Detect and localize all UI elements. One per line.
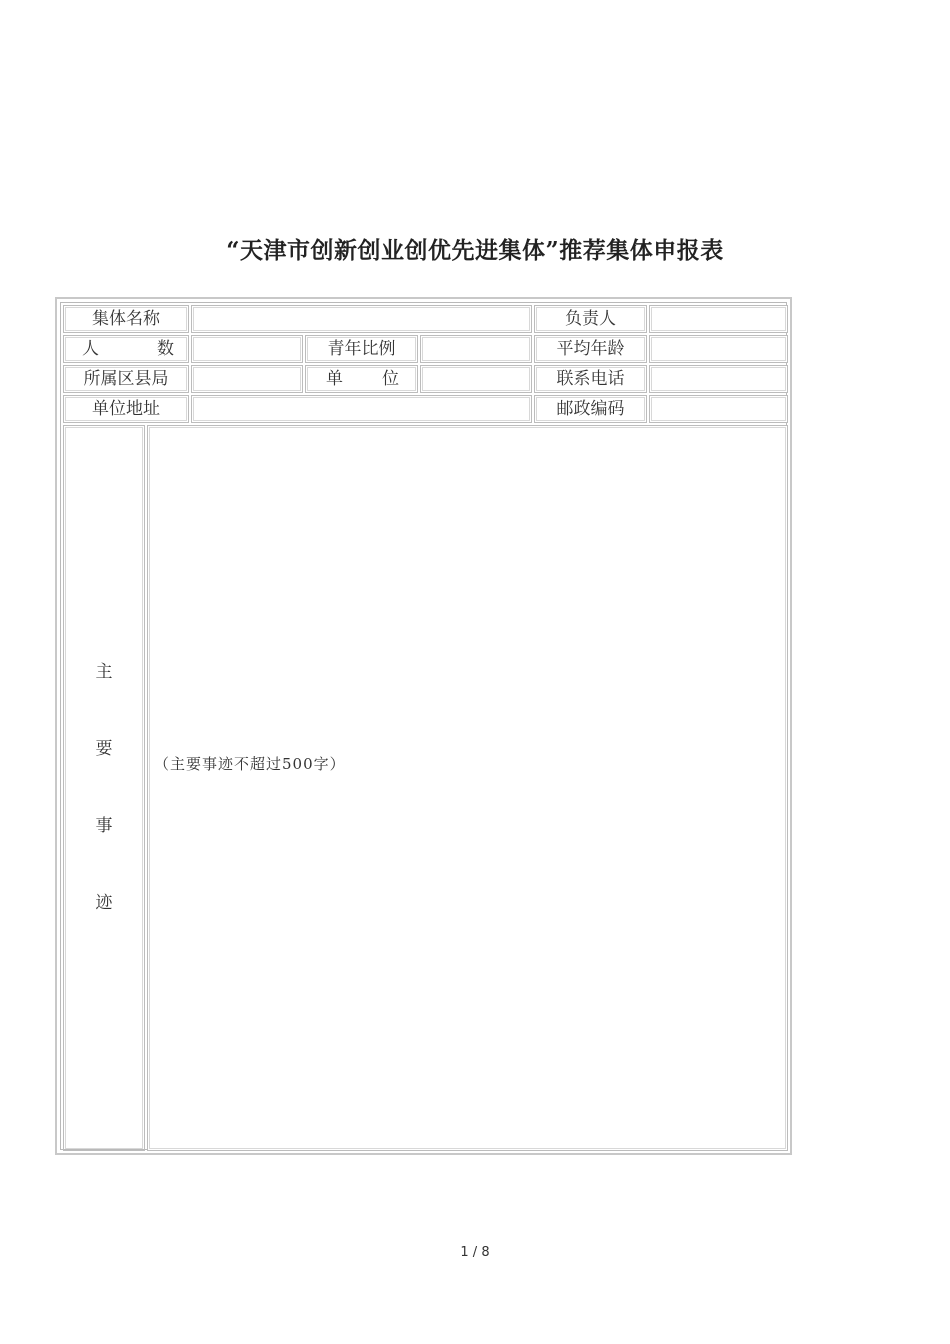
postcode-field[interactable]	[649, 395, 788, 423]
main-deeds-field[interactable]	[147, 425, 788, 1151]
average-age-field[interactable]	[649, 335, 788, 363]
form-inner-frame	[60, 302, 787, 1150]
headcount-label-char-a: 人	[82, 339, 99, 359]
unit-label-char-b: 位	[382, 369, 399, 389]
average-age-label: 平均年龄	[534, 335, 647, 363]
main-deeds-label-char: 迹	[95, 893, 113, 913]
leader-field[interactable]	[649, 305, 788, 333]
unit-field[interactable]	[420, 365, 532, 393]
phone-field[interactable]	[649, 365, 788, 393]
page-indicator: 1 / 8	[460, 1245, 490, 1260]
application-form	[55, 297, 792, 1155]
district-bureau-field[interactable]	[191, 365, 303, 393]
collective-name-label: 集体名称	[63, 305, 189, 333]
unit-label	[305, 365, 418, 393]
leader-label: 负责人	[534, 305, 647, 333]
address-field[interactable]	[191, 395, 532, 423]
main-deeds-label-char: 要	[95, 739, 113, 759]
headcount-label	[63, 335, 189, 363]
main-deeds-label	[63, 425, 145, 1151]
form-title: “天津市创新创业创优先进集体”推荐集体申报表	[226, 237, 724, 264]
district-bureau-label: 所属区县局	[63, 365, 189, 393]
headcount-field[interactable]	[191, 335, 303, 363]
main-deeds-hint: （主要事迹不超过500字）	[154, 755, 346, 773]
main-deeds-label-char: 事	[95, 816, 113, 836]
collective-name-field[interactable]	[191, 305, 532, 333]
main-deeds-label-char: 主	[95, 662, 113, 682]
postcode-label: 邮政编码	[534, 395, 647, 423]
youth-ratio-label: 青年比例	[305, 335, 418, 363]
address-label: 单位地址	[63, 395, 189, 423]
phone-label: 联系电话	[534, 365, 647, 393]
unit-label-char-a: 单	[326, 369, 343, 389]
youth-ratio-field[interactable]	[420, 335, 532, 363]
headcount-label-char-b: 数	[157, 339, 174, 359]
